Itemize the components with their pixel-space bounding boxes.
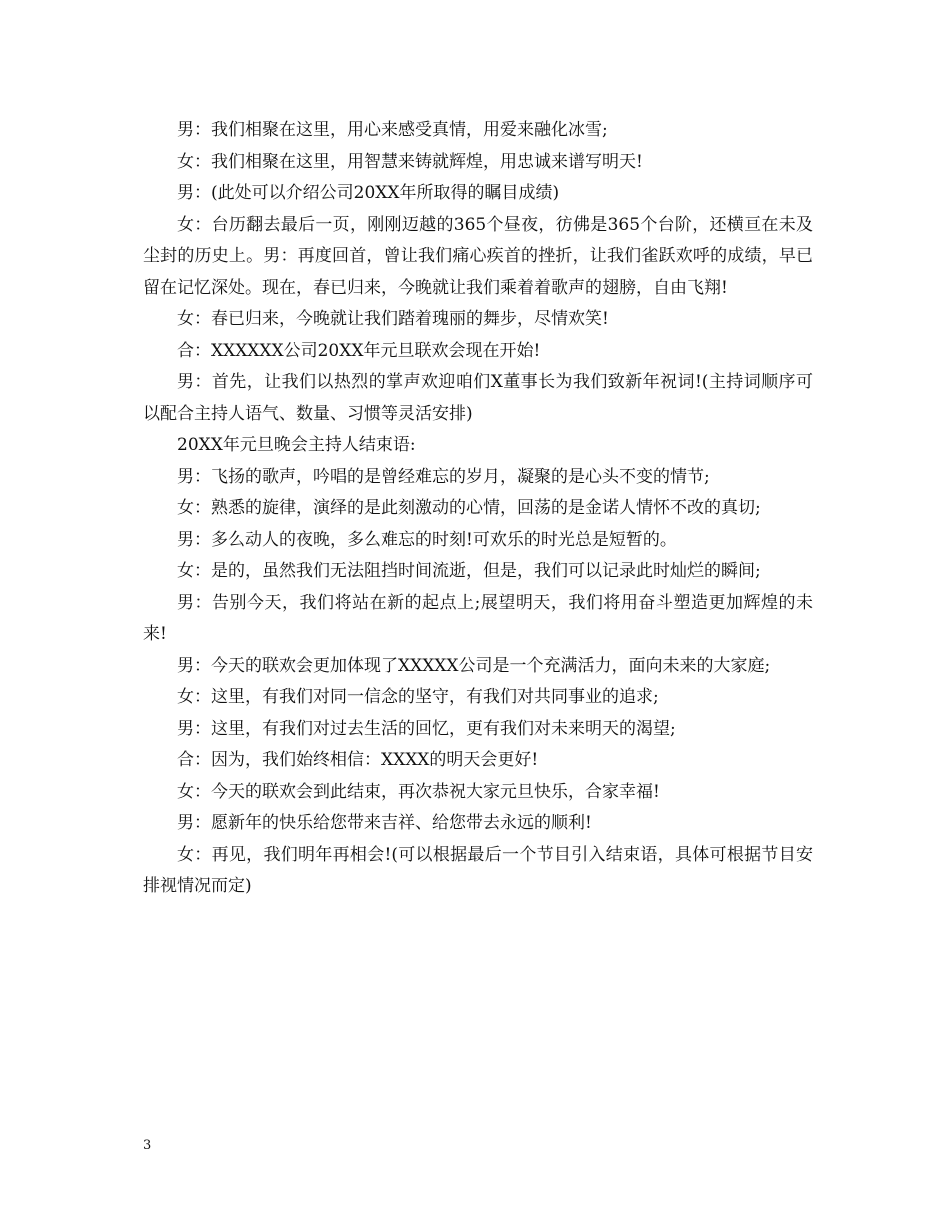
paragraph: 女：这里，有我们对同一信念的坚守，有我们对共同事业的追求;: [177, 687, 659, 707]
paragraph: 男：告别今天，我们将站在新的起点上;展望明天，我们将用奋斗塑造更加辉煌的未来!: [143, 592, 813, 644]
paragraph: 男：(此处可以介绍公司20XX年所取得的瞩目成绩): [177, 183, 560, 203]
section-heading: 20XX年元旦晚会主持人结束语:: [177, 435, 416, 455]
paragraph: 合：因为，我们始终相信：XXXX的明天会更好!: [177, 750, 539, 770]
paragraph: 男：今天的联欢会更加体现了XXXXX公司是一个充满活力，面向未来的大家庭;: [177, 655, 771, 676]
paragraph: 女：春已归来，今晚就让我们踏着瑰丽的舞步，尽情欢笑!: [177, 309, 609, 329]
paragraph: 女：再见，我们明年再相会!(可以根据最后一个节目引入结束语，具体可根据节目安排视情况而定): [143, 844, 813, 896]
paragraph: 女：台历翻去最后一页，刚刚迈越的365个昼夜，彷佛是365个台阶，还横亘在未及尘封的历史上。男：再度回首，曾让我们痛心疾首的挫折，让我们雀跃欢呼的成绩，早已留在记忆深处。现在，春已归来，今晚就让我们乘着着歌声的翅膀，自由飞翔!: [143, 214, 813, 298]
paragraph: 男：首先，让我们以热烈的掌声欢迎咱们X董事长为我们致新年祝词!(主持词顺序可以配合主持人语气、数量、习惯等灵活安排): [143, 372, 813, 424]
page-number: 3: [143, 1138, 152, 1153]
paragraph: 男：飞扬的歌声，吟唱的是曾经难忘的岁月，凝聚的是心头不变的情节;: [177, 466, 710, 487]
paragraph: 男：这里，有我们对过去生活的回忆，更有我们对未来明天的渴望;: [177, 718, 676, 739]
paragraph: 女：今天的联欢会到此结束，再次恭祝大家元旦快乐，合家幸福!: [177, 781, 660, 802]
paragraph: 女：熟悉的旋律，演绎的是此刻激动的心情，回荡的是金诺人情怀不改的真切;: [177, 498, 761, 518]
paragraph: 男：愿新年的快乐给您带来吉祥、给您带去永远的顺利!: [177, 813, 592, 833]
paragraph: 男：多么动人的夜晚，多么难忘的时刻!可欢乐的时光总是短暂的。: [177, 529, 677, 550]
paragraph: 女：是的，虽然我们无法阻挡时间流逝，但是，我们可以记录此时灿烂的瞬间;: [177, 561, 761, 581]
paragraph: 合：XXXXXX公司20XX年元旦联欢会现在开始!: [177, 340, 541, 361]
paragraph: 女：我们相聚在这里，用智慧来铸就辉煌，用忠诚来谱写明天!: [177, 151, 643, 172]
paragraph: 男：我们相聚在这里，用心来感受真情，用爱来融化冰雪;: [177, 120, 608, 140]
document-body: [143, 115, 813, 903]
